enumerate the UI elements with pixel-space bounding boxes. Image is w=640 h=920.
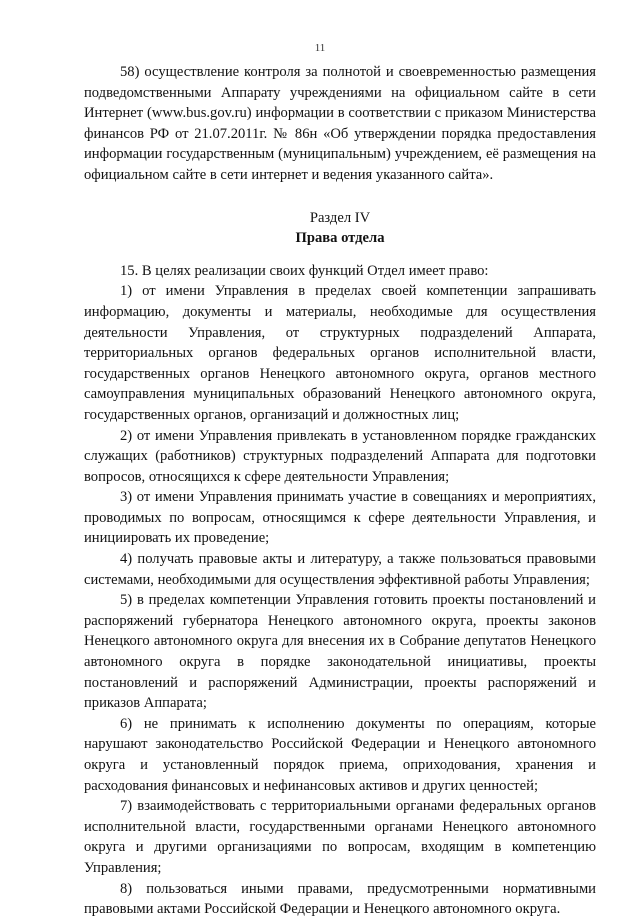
section-title: Права отдела: [295, 230, 385, 247]
list-item: 2) от имени Управления привлекать в установленном порядке гражданских служащих (работников) структурных подразделений Аппарата для подготовки вопросов, относящихся к сфере деятельности Управления;: [84, 427, 596, 485]
section-number: Раздел IV: [309, 209, 371, 226]
list-item: 6) не принимать к исполнению документы по операциям, которые нарушают законодательство Российской Федерации и Ненецкого автономного округа и установленный порядок приема, оприходования, хранения и расходования финансовых и нефинансовых активов и других ценностей;: [84, 715, 596, 794]
list-item: 1) от имени Управления в пределах своей компетенции запрашивать информацию, документы и материалы, необходимые для осуществления деятельности Управления, от структурных подразделений Аппарата, территориальных органов федеральных органов исполнительной власти, государственных органов Ненецкого автономного округа, органов местного самоуправления муниципальных образований Ненецкого автономного округа, государственных органов, организаций и должностных лиц;: [84, 283, 596, 423]
paragraph-item-58: 58) осуществление контроля за полнотой и своевременностью размещения подведомственными Аппарату учреждениями на официальном сайте в сети Интернет (www.bus.gov.ru) информации в соответствии с приказом Министерства финансов РФ от 21.07.2011г. № 86н «Об утверждении порядка предоставления информации государственным (муниципальным) учреждением, её размещения на официальном сайте в сети интернет и ведения указанного сайта».: [84, 64, 596, 183]
list-item: 7) взаимодействовать с территориальными органами федеральных органов исполнительной власти, государственными органами Ненецкого автономного округа и другими организациями по вопросам, входящим в компетенцию Управления;: [84, 798, 596, 876]
page-number: 11: [314, 42, 326, 54]
list-item: 5) в пределах компетенции Управления готовить проекты постановлений и распоряжений губернатора Ненецкого автономного округа, проекты законов Ненецкого автономного округа для внесения их в Собрание депутатов Ненецкого автономного округа в порядке законодательной инициативы, проекты постановлений и распоряжений Администрации, проекты распоряжений и приказов Аппарата;: [84, 592, 596, 712]
document-body: [84, 62, 596, 920]
list-item: 4) получать правовые акты и литературу, а также пользоваться правовыми системами, необходимыми для осуществления эффективной работы Управления;: [84, 551, 596, 588]
section-heading: [84, 208, 596, 249]
paragraph-intro: 15. В целях реализации своих функций Отдел имеет право:: [120, 262, 489, 279]
list-item: 8) пользоваться иными правами, предусмотренными нормативными правовыми актами Российской Федерации и Ненецкого автономного округа.: [84, 880, 596, 918]
list-item: 3) от имени Управления принимать участие в совещаниях и мероприятиях, проводимых по вопросам, относящимся к сфере деятельности Управления, и инициировать их проведение;: [84, 489, 596, 547]
spacer: [84, 249, 596, 261]
